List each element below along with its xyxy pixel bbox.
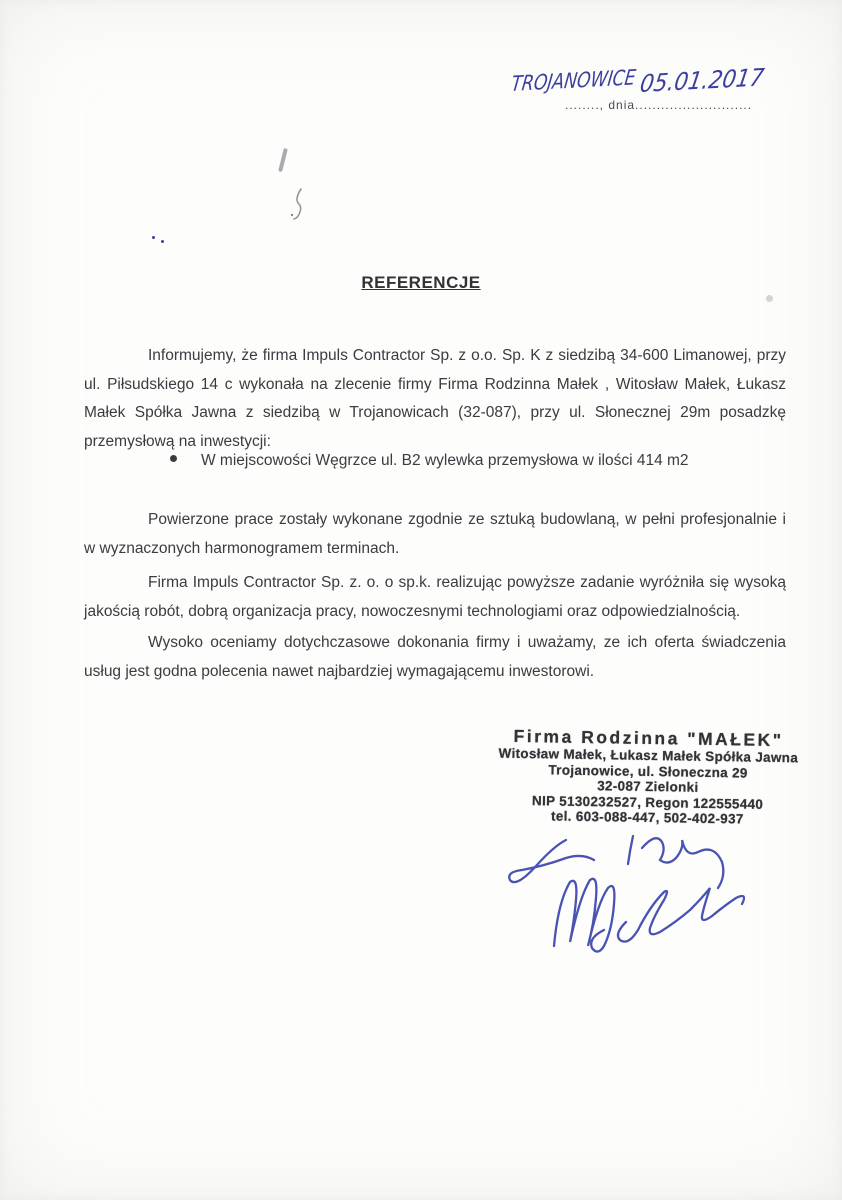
document-title-row <box>0 273 842 293</box>
stamp-nip-regon: NIP 5130232527, Regon 122555440 <box>531 792 764 812</box>
stamp-street: Trojanowice, ul. Słoneczna 29 <box>548 761 748 781</box>
paragraph-quality: Powierzone prace zostały wykonane zgodnie ze sztuką budowlaną, w pełni profesjonalnie i w wyznaczonych harmonogramem terminach. <box>84 511 786 557</box>
handwritten-place: TROJANOWICE <box>510 65 638 96</box>
pen-mark-squiggle <box>288 188 308 222</box>
scan-speck <box>766 295 773 302</box>
dots-suffix: ........................... <box>635 98 753 112</box>
document-title: REFERENCJE <box>361 273 481 292</box>
ink-dots <box>152 236 166 244</box>
handwritten-signature <box>470 818 780 968</box>
pen-mark-slash <box>278 148 288 172</box>
dnia-label: dnia <box>604 98 636 112</box>
stamp-city: 32-087 Zielonki <box>597 778 699 795</box>
bullet-icon <box>170 455 177 462</box>
dots-prefix: ........, <box>565 98 605 112</box>
paragraph-recommendation: Wysoko oceniamy dotychczasowe dokonania firmy i uważamy, ze ich oferta świadczenia usług jest godna polecenia nawet najbardziej wymagającemu inwestorowi. <box>84 634 786 680</box>
stamp-owners: Witosław Małek, Łukasz Małek Spółka Jawna <box>498 745 799 766</box>
stamp-phones: tel. 603-088-447, 502-402-937 <box>550 808 744 827</box>
bullet-item-row <box>170 449 730 473</box>
dateline-printed-dots <box>565 98 800 112</box>
company-stamp <box>487 725 808 828</box>
dateline <box>510 63 810 120</box>
intro-paragraph: Informujemy, że firma Impuls Contractor Sp. z o.o. Sp. K z siedzibą 34-600 Limanowej, przy ul. Piłsudskiego 14 c wykonała na zlecenie firmy Firma Rodzinna Małek , Witosław Małek, Łukasz Małek Spółka Jawna z siedzibą w Trojanowicach (32-087), przy ul. Słonecznej 29m posadzkę przemysłową na inwestycji: <box>84 347 786 450</box>
stamp-company-name: Firma Rodzinna "MAŁEK" <box>513 725 784 751</box>
bullet-item-text: W miejscowości Węgrzce ul. B2 wylewka przemysłowa w ilości 414 m2 <box>201 452 689 469</box>
handwritten-date: 05.01.2017 <box>638 63 766 98</box>
paragraph-company: Firma Impuls Contractor Sp. z. o. o sp.k. realizując powyższe zadanie wyróżniła się wysoką jakością robót, dobrą organizacja pracy, nowoczesnymi technologiami oraz odpowiedzialnością. <box>84 574 786 620</box>
